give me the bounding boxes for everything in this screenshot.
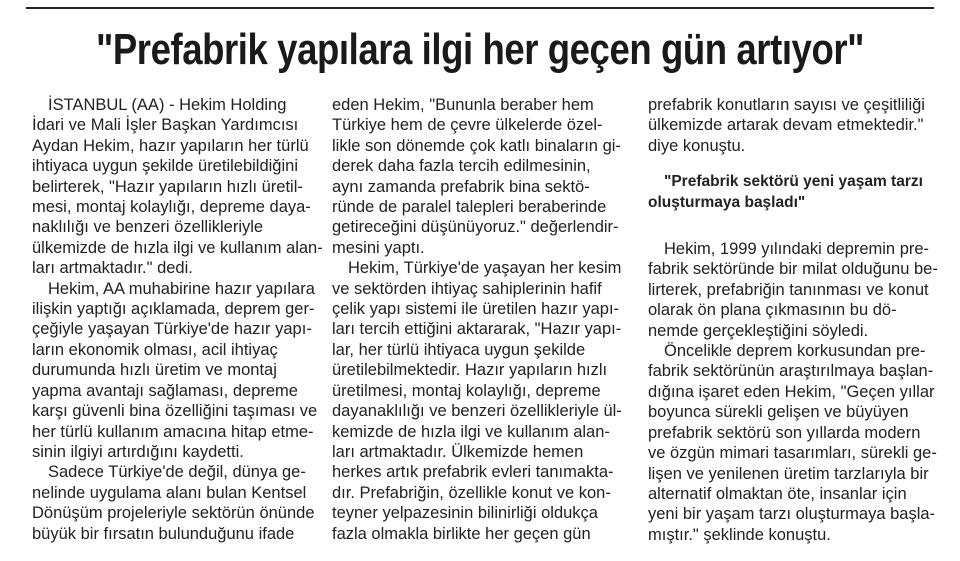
text-line: prefabrik sektörü son yıllarda modern <box>648 423 921 442</box>
text-line: Hekim, AA muhabirine hazır yapılara <box>48 279 315 298</box>
text-line: mıştır." şeklinde konuştu. <box>648 525 831 544</box>
text-line: İSTANBUL (AA) - Hekim Holding <box>48 96 287 114</box>
text-line: ları artmaktadır." dedi. <box>32 259 193 278</box>
text-line: belirterek, "Hazır yapıların hızlı üretil- <box>32 177 303 196</box>
text-line: mesi, montaj kolaylığı, depreme daya- <box>32 198 311 217</box>
text-line: büyük bir fırsatın bulunduğunu ifade <box>32 524 295 543</box>
text-line: sinin ilgiyi artırdığını kaydetti. <box>32 442 244 461</box>
article-column-2 <box>332 95 632 544</box>
text-line: mesini yaptı. <box>332 238 425 257</box>
text-line: ülkemizde artarak devam etmektedir." <box>648 116 924 135</box>
text-line: her türlü kullanım amacına hitap etme- <box>32 422 314 441</box>
text-line: Öncelikle deprem korkusundan pre- <box>664 342 926 361</box>
text-line: dayanaklılığı ve benzeri özellikleriyle ül- <box>332 402 622 421</box>
text-line: prefabrik konutların sayısı ve çeşitliliği <box>648 96 925 114</box>
text-line: olarak ön plana çıkmasının bu dö- <box>648 301 897 320</box>
text-line: ihtiyaca uygun şekilde üretilebildiğini <box>32 157 298 176</box>
text-line: herkes artık prefabrik evleri tanımakta- <box>332 463 614 482</box>
text-line: Sadece Türkiye'de değil, dünya ge- <box>48 463 306 482</box>
paragraph <box>332 95 632 258</box>
text-line: "Prefabrik sektörü yeni yaşam tarzı <box>664 173 923 191</box>
text-line: ları artmaktadır. Ülkemizde hemen <box>332 442 584 461</box>
text-line: aynı zamanda prefabrik bina sektö- <box>332 177 590 196</box>
text-line: likle son dönemde çok katlı binaların gi- <box>332 136 621 155</box>
text-line: fabrik sektörünün araştırılmaya başlan- <box>648 362 934 381</box>
text-line: eden Hekim, "Bununla beraber hem <box>332 96 594 114</box>
text-line: ründe de paralel talepleri beraberinde <box>332 198 607 217</box>
paragraph <box>648 239 948 341</box>
body-text <box>648 239 948 545</box>
text-line: ve özgün mimari tasarımları, sürekli ge- <box>648 444 937 463</box>
text-line: İdari ve Mali İşler Başkan Yardımcısı <box>32 116 299 135</box>
text-line: ve sektörden ihtiyaç sahiplerinin hafif <box>332 279 602 298</box>
text-line: ları tercih ettiğini aktararak, "Hazır yapı- <box>332 320 622 339</box>
text-line: lişen ve yenilenen üretim tarzlarıyla bir <box>648 464 929 483</box>
text-line: durumunda hızlı üretim ve montaj <box>32 361 277 380</box>
headline: "Prefabrik yapılara ilgi her geçen gün artıyor" <box>95 25 865 74</box>
top-rule <box>26 7 934 9</box>
text-line: üretilebilmektedir. Hazır yapıların hızlı <box>332 361 608 380</box>
text-line: ülkemizde de hızla ilgi ve kullanım alan- <box>32 238 323 257</box>
paragraph <box>32 462 332 544</box>
text-line: Aydan Hekim, hazır yapıların her türlü <box>32 136 309 155</box>
paragraph <box>648 341 948 545</box>
text-line: çeğiyle yaşayan Türkiye'de hazır yapı- <box>32 320 312 339</box>
subheading <box>648 172 948 213</box>
text-line: Hekim, Türkiye'de yaşayan her kesim <box>348 259 622 278</box>
text-line: lar, her türlü ihtiyaca uygun şekilde <box>332 340 586 359</box>
text-line: yapma avantajı sağlaması, depreme <box>32 381 298 400</box>
text-line: getireceğini düşünüyoruz." değerlendir- <box>332 218 619 237</box>
text-line: teyner yelpazesinin bilinirliği oldukça <box>332 504 598 523</box>
text-line: oluşturmaya başladı" <box>648 193 806 211</box>
text-line: dır. Prefabriğin, özellikle konut ve kon- <box>332 483 611 502</box>
text-line: boyunca sürekli gelişen ve büyüyen <box>648 403 909 422</box>
text-line: derek daha fazla tercih edilmesinin, <box>332 157 591 176</box>
text-line: diye konuştu. <box>648 136 746 155</box>
text-line: ların ekonomik olması, acil ihtiyaç <box>32 340 278 359</box>
text-line: alternatif olmaktan öte, insanlar için <box>648 484 907 503</box>
text-line: nemde gerçekleştiğini söyledi. <box>648 321 869 340</box>
article-column-1 <box>32 95 332 544</box>
text-line: karşı güvenli bina özelliğini taşıması ve <box>32 402 318 421</box>
text-line: fazla olmakla birlikte her geçen gün <box>332 524 591 543</box>
text-line: nelinde uygulama alanı bulan Kentsel <box>32 483 307 502</box>
text-line: naklılığı ve benzeri özellikleriyle <box>32 218 264 237</box>
text-line: lirterek, prefabriğin tanınması ve konut <box>648 280 929 299</box>
text-line: Dönüşüm projeleriyle sektörün önünde <box>32 504 315 523</box>
text-line: Hekim, 1999 yılındaki depremin pre- <box>664 240 930 259</box>
paragraph <box>32 95 332 279</box>
text-line: kemizde de hızla ilgi ve kullanım alan- <box>332 422 610 441</box>
paragraph <box>32 279 332 463</box>
article-column-3 <box>648 95 948 545</box>
text-line: üretilmesi, montaj kolaylığı, depreme <box>332 381 601 400</box>
text-line: dığına işaret eden Hekim, "Geçen yıllar <box>648 382 935 401</box>
text-line: yeni bir yaşam tarzı oluşturmaya başla- <box>648 505 936 524</box>
text-line: çelik yapı sistemi ile üretilen hazır yapı- <box>332 300 620 319</box>
text-line: ilişkin yaptığı açıklamada, deprem ger- <box>32 300 315 319</box>
text-line: Türkiye hem de çevre ülkelerde özel- <box>332 116 603 135</box>
text-line: fabrik sektöründe bir milat olduğunu be- <box>648 260 938 279</box>
lead-text <box>648 95 948 156</box>
paragraph <box>332 258 632 544</box>
